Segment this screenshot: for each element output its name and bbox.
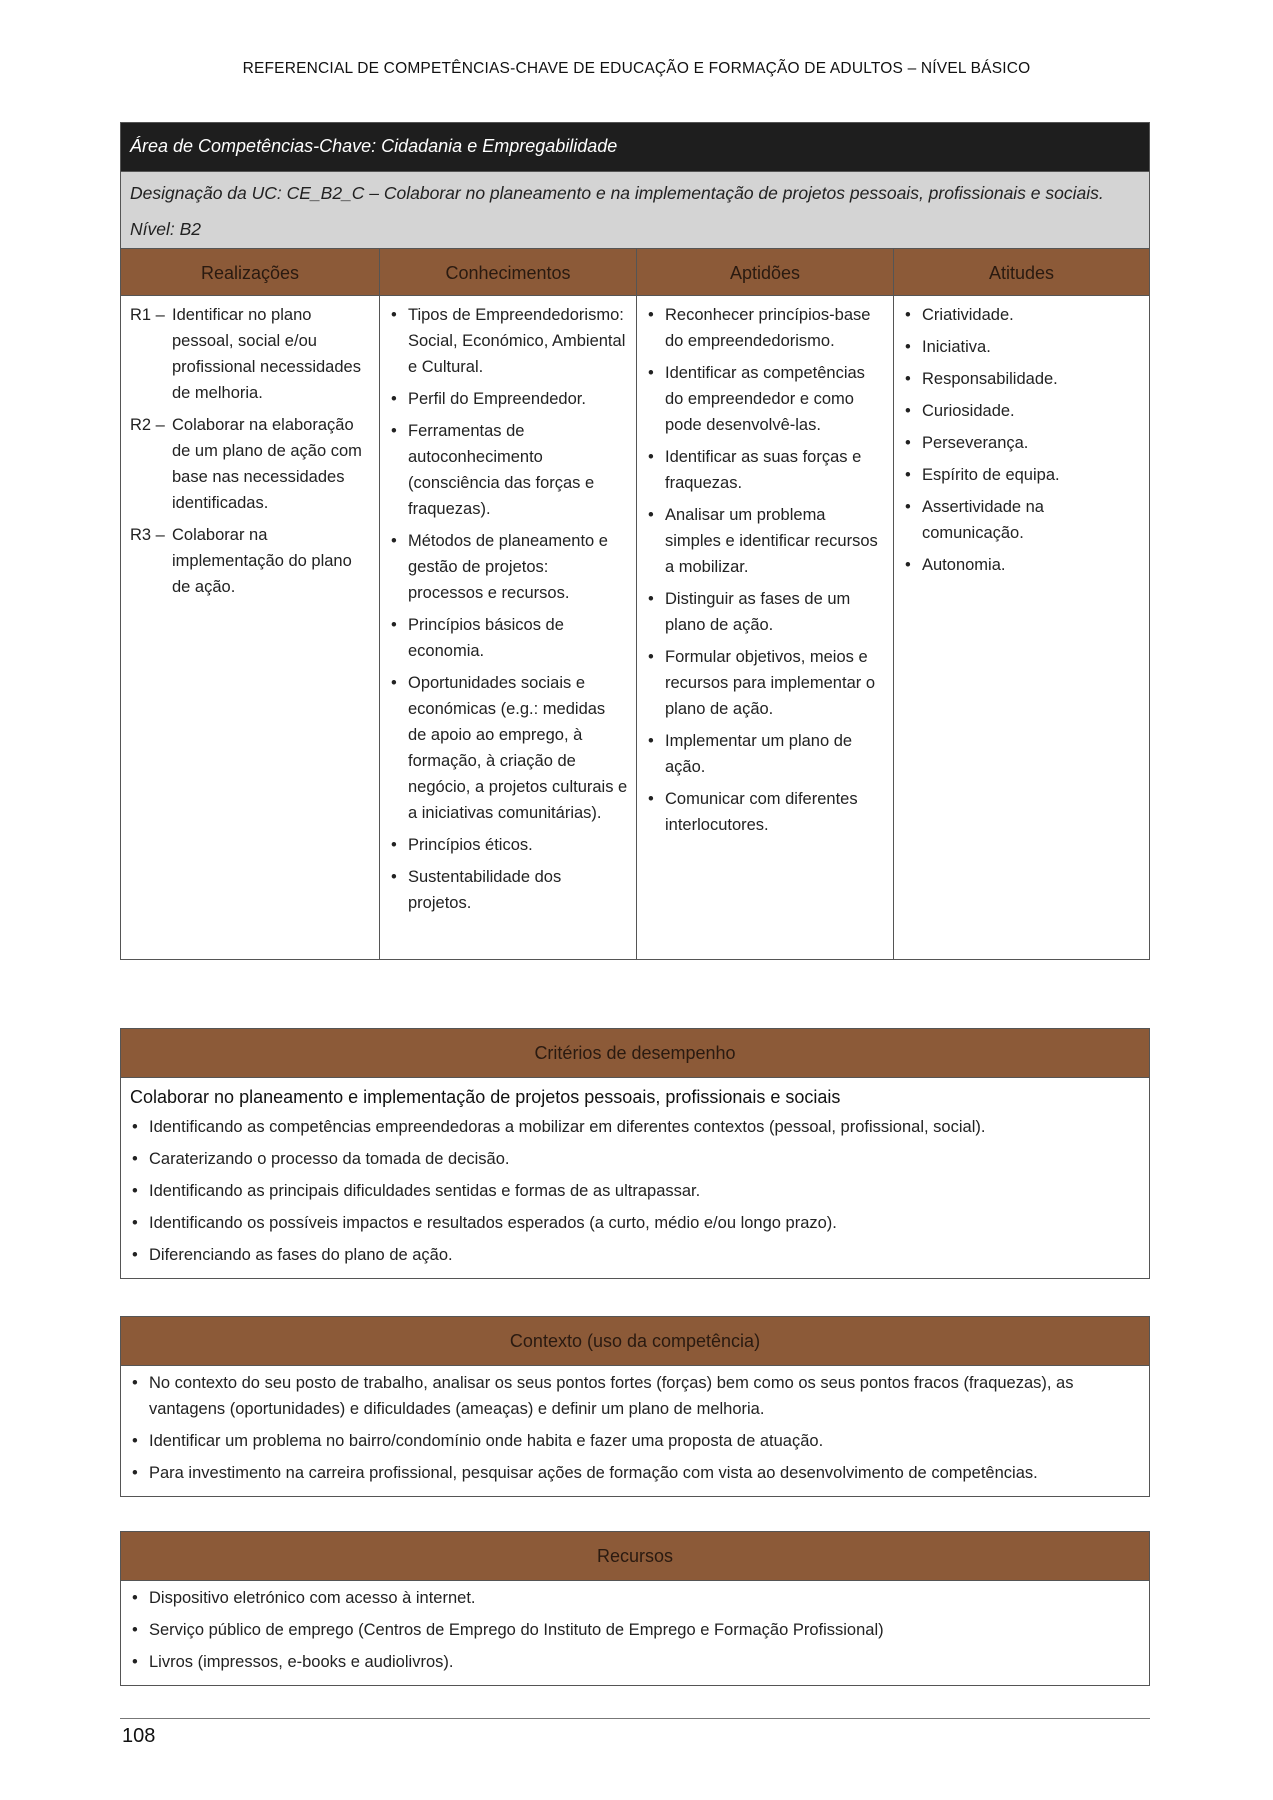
list-item: • Formular objetivos, meios e recursos para implementar o plano de ação. [646, 644, 885, 722]
contexto-items-list [130, 1370, 1140, 1486]
list-item: • Perfil do Empreendedor. [389, 386, 628, 412]
list-item: • Comunicar com diferentes interlocutores. [646, 786, 885, 838]
footer-divider [120, 1718, 1150, 1719]
list-item: • Criatividade. [903, 302, 1141, 328]
column-bodies [121, 296, 1149, 959]
list-item: • Perseverança. [903, 430, 1141, 456]
list-item: • Espírito de equipa. [903, 462, 1141, 488]
header-atitudes: Atitudes [894, 248, 1149, 296]
list-item: • Caraterizando o processo da tomada de decisão. [130, 1146, 1140, 1172]
header-conhecimentos: Conhecimentos [380, 248, 637, 296]
criterios-items-list [130, 1114, 1140, 1268]
conhecimentos-list [389, 302, 628, 916]
header-realizacoes: Realizações [121, 248, 380, 296]
list-item: • Reconhecer princípios-base do empreendedorismo. [646, 302, 885, 354]
realizacao-text: Identificar no plano pessoal, social e/ou profissional necessidades de melhoria. [172, 306, 361, 402]
uc-level: Nível: B2 [130, 219, 201, 239]
list-item: • Identificar um problema no bairro/condomínio onde habita e fazer uma proposta de atuação. [130, 1428, 1140, 1454]
realizacao-item [130, 302, 371, 406]
contexto-title: Contexto (uso da competência) [121, 1317, 1149, 1366]
realizacoes-cell [121, 296, 380, 959]
list-item: • Identificar as competências do empreendedor e como pode desenvolvê-las. [646, 360, 885, 438]
list-item: • Oportunidades sociais e económicas (e.g.: medidas de apoio ao emprego, à formação, à criação de negócio, a projetos culturais e a iniciativas comunitárias). [389, 670, 628, 826]
list-item: • Princípios básicos de economia. [389, 612, 628, 664]
list-item: • Dispositivo eletrónico com acesso à internet. [130, 1585, 1140, 1611]
uc-designation-block [121, 171, 1149, 248]
list-item: • Livros (impressos, e-books e audiolivros). [130, 1649, 1140, 1675]
recursos-section [120, 1531, 1150, 1686]
realizacao-code: R3 – [130, 526, 165, 544]
criterios-section [120, 1028, 1150, 1279]
atitudes-cell [894, 296, 1149, 959]
contexto-section [120, 1316, 1150, 1497]
column-headers [121, 248, 1149, 296]
running-head: REFERENCIAL DE COMPETÊNCIAS-CHAVE DE EDUCAÇÃO E FORMAÇÃO DE ADULTOS – NÍVEL BÁSICO [242, 60, 1031, 77]
list-item: • Identificando as competências empreendedoras a mobilizar em diferentes contextos (pessoal, profissional, social). [130, 1114, 1140, 1140]
list-item: • Analisar um problema simples e identificar recursos a mobilizar. [646, 502, 885, 580]
area-title: Área de Competências-Chave: Cidadania e Empregabilidade [121, 123, 1149, 171]
list-item: • Iniciativa. [903, 334, 1141, 360]
realizacao-text: Colaborar na implementação do plano de ação. [172, 526, 352, 596]
criterios-heading: Colaborar no planeamento e implementação de projetos pessoais, profissionais e sociais [130, 1087, 841, 1107]
list-item: • Serviço público de emprego (Centros de Emprego do Instituto de Emprego e Formação Profissional) [130, 1617, 1140, 1643]
recursos-items-list [130, 1585, 1140, 1675]
atitudes-list [903, 302, 1141, 578]
list-item: • No contexto do seu posto de trabalho, analisar os seus pontos fortes (forças) bem como os seus pontos fracos (fraquezas), as vantagens (oportunidades) e dificuldades (ameaças) e definir um plano de melhoria. [130, 1370, 1140, 1422]
list-item: • Para investimento na carreira profissional, pesquisar ações de formação com vista ao desenvolvimento de competências. [130, 1460, 1140, 1486]
realizacao-item [130, 522, 371, 600]
aptidoes-list [646, 302, 885, 838]
list-item: • Responsabilidade. [903, 366, 1141, 392]
competency-table [120, 122, 1150, 960]
realizacao-text: Colaborar na elaboração de um plano de ação com base nas necessidades identificadas. [172, 416, 362, 512]
page-number: 108 [122, 1725, 156, 1747]
list-item: • Diferenciando as fases do plano de ação. [130, 1242, 1140, 1268]
list-item: • Autonomia. [903, 552, 1141, 578]
list-item: • Identificar as suas forças e fraquezas. [646, 444, 885, 496]
recursos-title: Recursos [121, 1532, 1149, 1581]
list-item: • Implementar um plano de ação. [646, 728, 885, 780]
list-item: • Identificando as principais dificuldades sentidas e formas de as ultrapassar. [130, 1178, 1140, 1204]
header-aptidoes: Aptidões [637, 248, 894, 296]
realizacao-code: R2 – [130, 416, 165, 434]
list-item: • Identificando os possíveis impactos e resultados esperados (a curto, médio e/ou longo prazo). [130, 1210, 1140, 1236]
list-item: • Tipos de Empreendedorismo: Social, Económico, Ambiental e Cultural. [389, 302, 628, 380]
list-item: • Curiosidade. [903, 398, 1141, 424]
criterios-title: Critérios de desempenho [121, 1029, 1149, 1078]
list-item: • Métodos de planeamento e gestão de projetos: processos e recursos. [389, 528, 628, 606]
conhecimentos-cell [380, 296, 637, 959]
list-item: • Distinguir as fases de um plano de ação. [646, 586, 885, 638]
uc-designation: Designação da UC: CE_B2_C – Colaborar no planeamento e na implementação de projetos pessoais, profissionais e sociais. [130, 183, 1104, 203]
list-item: • Sustentabilidade dos projetos. [389, 864, 628, 916]
realizacao-code: R1 – [130, 306, 165, 324]
list-item: • Ferramentas de autoconhecimento (consciência das forças e fraquezas). [389, 418, 628, 522]
list-item: • Assertividade na comunicação. [903, 494, 1141, 546]
aptidoes-cell [637, 296, 894, 959]
realizacao-item [130, 412, 371, 516]
list-item: • Princípios éticos. [389, 832, 628, 858]
